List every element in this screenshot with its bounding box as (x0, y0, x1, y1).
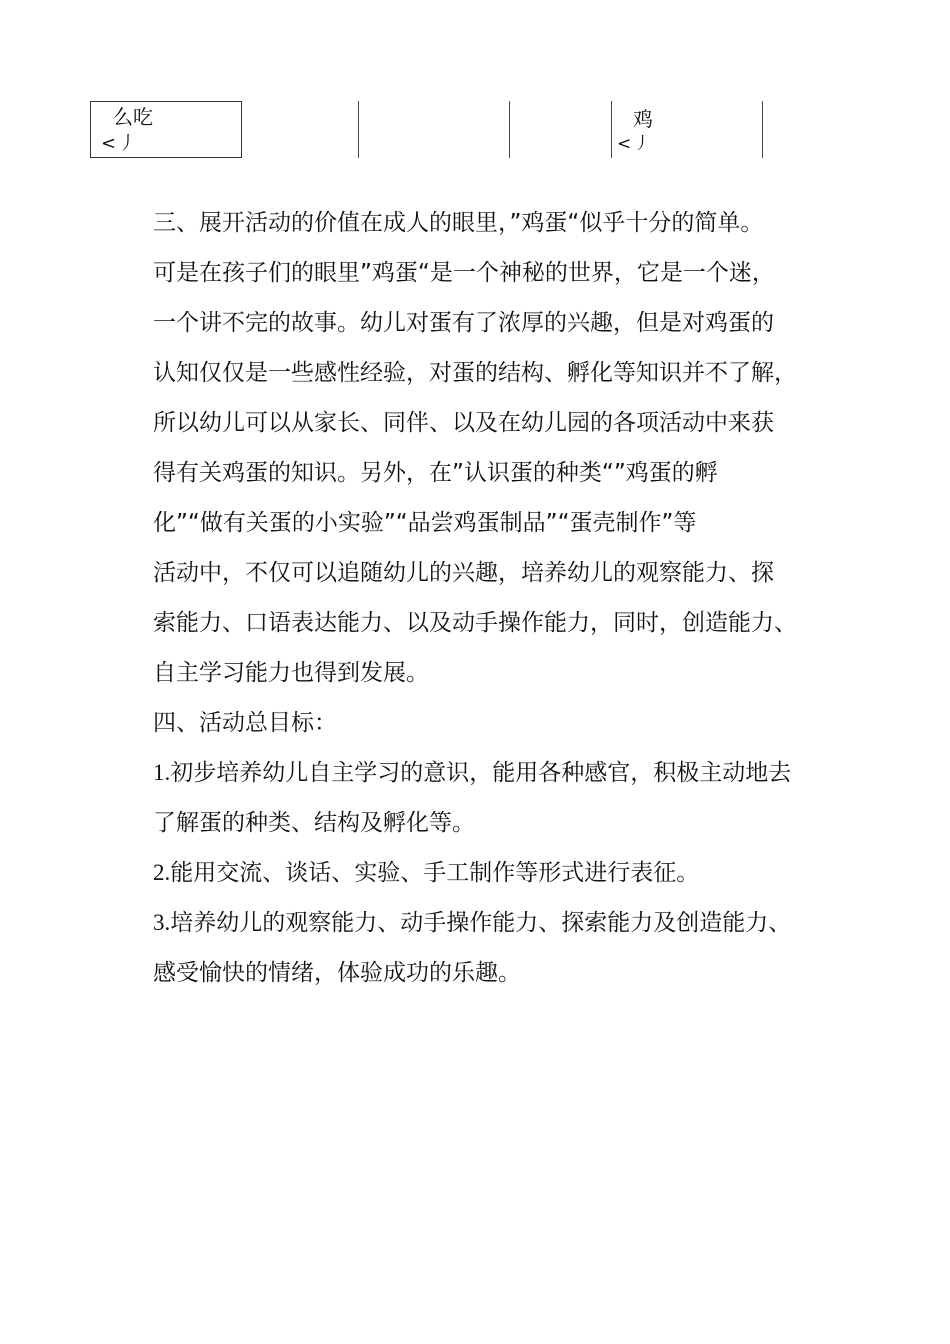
table-divider-3 (509, 101, 510, 158)
section-3-line-6: 得有关鸡蛋的知识。另外，在”认识蛋的种类“”鸡蛋的孵 (153, 460, 718, 486)
cell-1-top-text: 么吃 (113, 105, 153, 129)
table-divider-5 (762, 101, 763, 158)
section-3 (153, 198, 843, 698)
cell-5-top-text: 鸡 (633, 107, 653, 131)
table-divider-2 (358, 101, 359, 158)
cell-1-bottom-text: <丿 (101, 133, 139, 154)
goal-2 (153, 848, 843, 898)
section-3-line-4: 认知仅仅是一些感性经验，对蛋的结构、孵化等知识并不了解， (153, 360, 797, 386)
section-3-line-2: 可是在孩子们的眼里”鸡蛋“是一个神秘的世界，它是一个迷， (153, 260, 775, 286)
document-body (153, 198, 843, 998)
goal-1-continuation: 了解蛋的种类、结构及孵化等。 (153, 810, 475, 836)
section-3-line-3: 一个讲不完的故事。幼儿对蛋有了浓厚的兴趣，但是对鸡蛋的 (153, 310, 774, 336)
section-3-line-8: 活动中，不仅可以追随幼儿的兴趣，培养幼儿的观察能力、探 (153, 560, 774, 586)
goal-1-number: 1. (153, 760, 171, 785)
table-cell-1 (90, 101, 242, 158)
goal-3 (153, 898, 843, 948)
goal-3-continuation: 感受愉快的情绪，体验成功的乐趣。 (153, 960, 521, 986)
section-3-line-10: 自主学习能力也得到发展。 (153, 660, 429, 686)
goal-3-text: 培养幼儿的观察能力、动手操作能力、探索能力及创造能力、 (170, 910, 792, 936)
section-3-line-5: 所以幼儿可以从家长、同伴、以及在幼儿园的各项活动中来获 (153, 410, 774, 436)
section-3-line-9: 索能力、口语表达能力、以及动手操作能力，同时，创造能力、 (153, 610, 797, 636)
table-fragment (90, 101, 770, 159)
section-3-line-1: 三、展开活动的价值在成人的眼里，”鸡蛋“似乎十分的简单。 (153, 210, 764, 236)
table-divider-4 (611, 101, 612, 158)
goal-3-number: 3. (153, 910, 171, 935)
goal-1-text: 初步培养幼儿自主学习的意识，能用各种感官，积极主动地去 (170, 760, 792, 786)
cell-5-bottom-text: <丿 (617, 134, 653, 154)
section-4 (153, 698, 843, 998)
goal-1 (153, 748, 843, 798)
goal-2-text: 能用交流、谈话、实验、手工制作等形式进行表征。 (170, 860, 700, 886)
section-3-line-7: 化”“做有关蛋的小实验”“品尝鸡蛋制品”“蛋壳制作”等 (153, 510, 697, 536)
goal-2-number: 2. (153, 860, 171, 885)
section-4-heading: 四、活动总目标： (153, 710, 337, 736)
